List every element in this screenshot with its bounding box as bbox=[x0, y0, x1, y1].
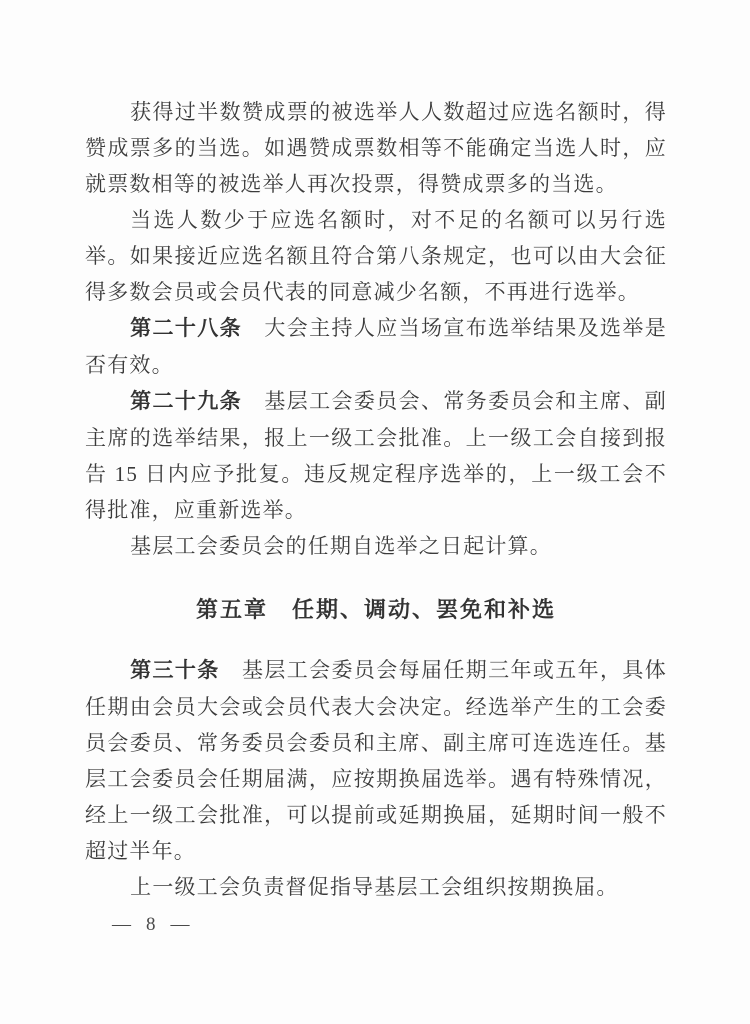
page-number-dash-left: — bbox=[112, 914, 131, 935]
text-run: 上一级工会负责督促指导基层工会组织按期换届。 bbox=[130, 875, 619, 899]
text-run: 大会主持人应当场宣布选举结果及选举是否有效。 bbox=[85, 316, 667, 377]
paragraph bbox=[85, 94, 667, 202]
text-run: 当选人数少于应选名额时，对不足的名额可以另行选举。如果接近应选名额且符合第八条规定，也可以由大会征得多数会员或会员代表的同意减少名额，不再进行选举。 bbox=[85, 208, 667, 304]
page-number-dash-right: — bbox=[170, 914, 190, 935]
article-number: 第二十八条 bbox=[130, 317, 243, 340]
page-number bbox=[112, 914, 190, 936]
article-number: 第五章 任期、调动、罢免和补选 bbox=[195, 597, 556, 622]
text-run: 基层工会委员会每届任期三年或五年，具体任期由会员大会或会员代表大会决定。经选举产生的工会委员会委员、常务委员会委员和主席、副主席可连选连任。基层工会委员会任期届满，应按期换届选举。遇有特殊情况，经上一级工会批准，可以提前或延期换届，延期时间一般不超过半年。 bbox=[85, 658, 667, 863]
paragraph bbox=[85, 652, 667, 869]
text-run: 基层工会委员会的任期自选举之日起计算。 bbox=[130, 534, 552, 558]
page-number-value: 8 bbox=[146, 914, 156, 935]
document-body bbox=[85, 94, 667, 905]
text-run: 基层工会委员会、常务委员会和主席、副主席的选举结果，报上一级工会批准。上一级工会自接到报告 15 日内应予批复。违反规定程序选举的，上一级工会不得批准，应重新选举。 bbox=[85, 389, 667, 522]
paragraph bbox=[85, 528, 667, 564]
text-run: 获得过半数赞成票的被选举人人数超过应选名额时，得赞成票多的当选。如遇赞成票数相等不能确定当选人时，应就票数相等的被选举人再次投票，得赞成票多的当选。 bbox=[85, 100, 667, 196]
paragraph bbox=[85, 383, 667, 528]
paragraph bbox=[85, 202, 667, 310]
article-number: 第三十条 bbox=[130, 659, 220, 682]
chapter-heading bbox=[85, 594, 667, 626]
paragraph bbox=[85, 310, 667, 383]
article-number: 第二十九条 bbox=[130, 390, 243, 413]
paragraph bbox=[85, 869, 667, 905]
